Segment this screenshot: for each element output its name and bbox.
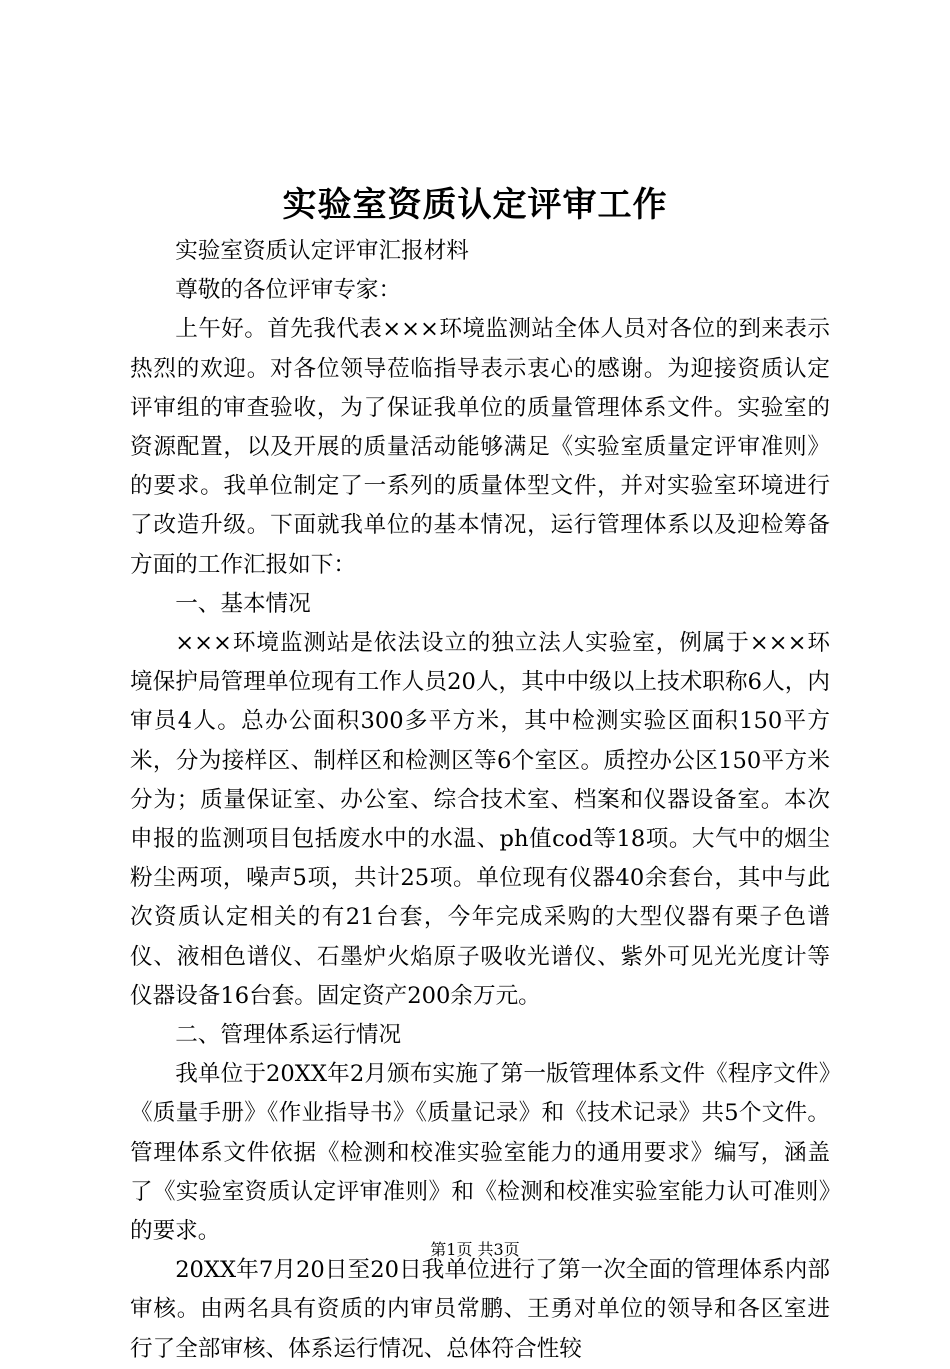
section-heading-basic-info: 一、基本情况 [175,590,311,617]
internal-audit-paragraph: 20XX年7月20日至20日我单位进行了第一次全面的管理体系内部审核。由两名具有资质的内审员常鹏、王勇对单位的领导和各区室进行了全部审核、体系运行情况、总体符合性较 [130,1257,830,1362]
management-system-paragraph: 我单位于20XX年2月颁布实施了第一版管理体系文件《程序文件》《质量手册》《作业指导书》《质量记录》和《技术记录》共5个文件。管理体系文件依据《检测和校准实验室能力的通用要求》编写，涵盖了《实验室资质认定评审准则》和《检测和校准实验室能力认可准则》的要求。 [130,1061,830,1245]
page-number: 第1页 共3页 [430,1240,520,1259]
document-body [130,232,830,1369]
salutation: 尊敬的各位评审专家： [175,277,402,304]
report-subtitle: 实验室资质认定评审汇报材料 [175,238,469,264]
basic-info-paragraph: ×××环境监测站是依法设立的独立法人实验室，例属于×××环境保护局管理单位现有工作人员20人，其中中级以上技术职称6人，内审员4人。总办公面积300多平方米，其中检测实验区面积150平方米，分为接样区、制样区和检测区等6个室区。质控办公区150平方米分为；质量保证室、办公室、综合技术室、档案和仪器设备室。本次申报的监测项目包括废水中的水温、ph值cod等18项。大气中的烟尘粉尘两项，噪声5项，共计25项。单位现有仪器40余套台，其中与此次资质认定相关的有21台套，今年完成采购的大型仪器有栗子色谱仪、液相色谱仪、石墨炉火焰原子吸收光谱仪、紫外可见光光度计等仪器设备16台套。固定资产200余万元。 [130,630,830,1009]
section-heading-management-system: 二、管理体系运行情况 [175,1022,402,1049]
intro-paragraph: 上午好。首先我代表×××环境监测站全体人员对各位的到来表示热烈的欢迎。对各位领导莅临指导表示衷心的感谢。为迎接资质认定评审组的审查验收，为了保证我单位的质量管理体系文件。实验室的资源配置，以及开展的质量活动能够满足《实验室质量定评审准则》的要求。我单位制定了一系列的质量体型文件，并对实验室环境进行了改造升级。下面就我单位的基本情况，运行管理体系以及迎检筹备方面的工作汇报如下： [130,316,830,578]
document-title: 实验室资质认定评审工作 [282,185,668,225]
